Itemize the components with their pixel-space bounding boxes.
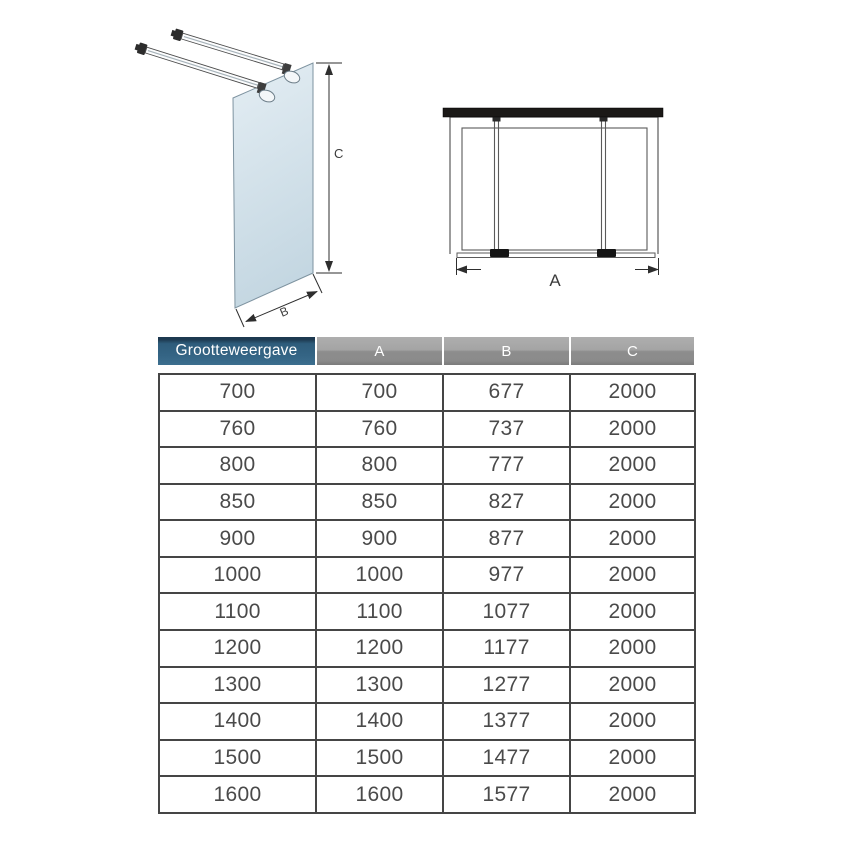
cell-c: 2000 (570, 447, 695, 484)
isometric-view-diagram (120, 18, 350, 336)
cell-size: 760 (159, 411, 316, 448)
cell-b: 737 (443, 411, 570, 448)
cell-a: 1200 (316, 630, 443, 667)
cell-size: 700 (159, 374, 316, 411)
cell-c: 2000 (570, 484, 695, 521)
cell-a: 1600 (316, 776, 443, 813)
cell-b: 877 (443, 520, 570, 557)
dimension-a-label: A (549, 271, 561, 290)
table-row (159, 374, 695, 411)
floor-clamp-left (490, 249, 509, 257)
cell-size: 1200 (159, 630, 316, 667)
support-post-right (602, 117, 606, 249)
cell-b: 777 (443, 447, 570, 484)
cell-c: 2000 (570, 667, 695, 704)
cell-c: 2000 (570, 630, 695, 667)
header-col-b: B (442, 337, 569, 365)
header-size-column: Grootteweergave (158, 337, 315, 365)
cell-size: 1400 (159, 703, 316, 740)
table-row (159, 557, 695, 594)
wall-profile (443, 108, 663, 117)
glass-panel-front (450, 117, 658, 254)
dimension-b-label: B (277, 303, 291, 320)
cell-size: 1100 (159, 593, 316, 630)
header-col-c: C (569, 337, 694, 365)
cell-b: 677 (443, 374, 570, 411)
dimension-c (316, 63, 342, 273)
cell-b: 1477 (443, 740, 570, 777)
cell-b: 1177 (443, 630, 570, 667)
size-table (158, 337, 694, 814)
cell-a: 1400 (316, 703, 443, 740)
post-top-connector-right (600, 117, 608, 122)
table-row (159, 484, 695, 521)
floor-clamp-right (597, 249, 616, 257)
size-table-header (158, 337, 694, 365)
cell-a: 1500 (316, 740, 443, 777)
cell-size: 800 (159, 447, 316, 484)
cell-a: 700 (316, 374, 443, 411)
cell-c: 2000 (570, 557, 695, 594)
table-row (159, 667, 695, 704)
cell-c: 2000 (570, 520, 695, 557)
cell-a: 800 (316, 447, 443, 484)
cell-a: 900 (316, 520, 443, 557)
cell-a: 850 (316, 484, 443, 521)
cell-c: 2000 (570, 776, 695, 813)
table-row (159, 630, 695, 667)
table-row (159, 776, 695, 813)
table-row (159, 447, 695, 484)
cell-size: 1600 (159, 776, 316, 813)
header-col-a: A (315, 337, 442, 365)
cell-a: 760 (316, 411, 443, 448)
cell-b: 827 (443, 484, 570, 521)
post-top-connector-left (493, 117, 501, 122)
bottom-rail (457, 253, 655, 258)
cell-b: 1577 (443, 776, 570, 813)
cell-size: 850 (159, 484, 316, 521)
cell-size: 900 (159, 520, 316, 557)
support-post-left (495, 117, 499, 249)
cell-c: 2000 (570, 411, 695, 448)
cell-size: 1500 (159, 740, 316, 777)
cell-a: 1000 (316, 557, 443, 594)
table-row (159, 703, 695, 740)
table-row (159, 593, 695, 630)
cell-size: 1300 (159, 667, 316, 704)
cell-c: 2000 (570, 703, 695, 740)
cell-c: 2000 (570, 740, 695, 777)
cell-b: 1377 (443, 703, 570, 740)
glass-panel-inner (462, 128, 647, 250)
cell-b: 1077 (443, 593, 570, 630)
cell-b: 1277 (443, 667, 570, 704)
cell-size: 1000 (159, 557, 316, 594)
cell-c: 2000 (570, 593, 695, 630)
table-row (159, 740, 695, 777)
table-row (159, 520, 695, 557)
support-bar-front (134, 41, 263, 91)
cell-a: 1300 (316, 667, 443, 704)
size-table-body (158, 373, 696, 814)
dimension-c-label: C (334, 146, 344, 161)
front-view-diagram (438, 95, 670, 293)
cell-c: 2000 (570, 374, 695, 411)
cell-b: 977 (443, 557, 570, 594)
table-row (159, 411, 695, 448)
cell-a: 1100 (316, 593, 443, 630)
